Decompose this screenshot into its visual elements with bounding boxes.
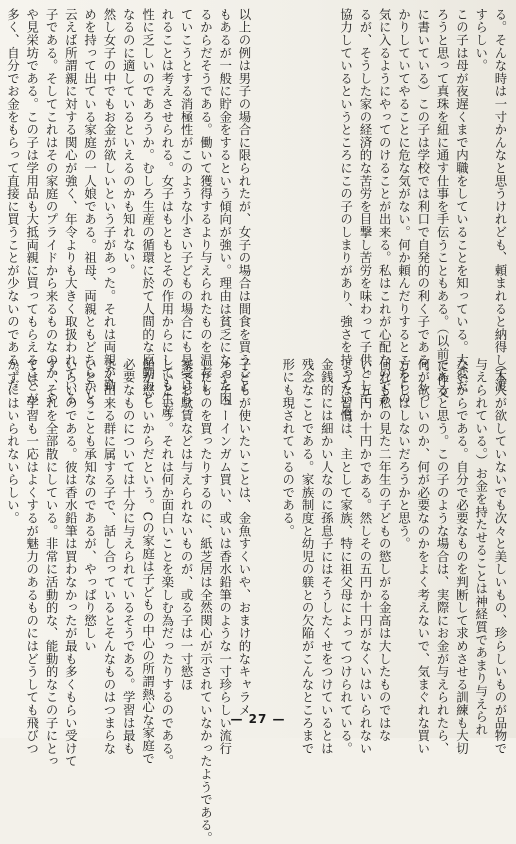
text-line: ような習慣は、主として家族、特に祖父母によってつけられている。: [338, 358, 354, 755]
text-line: 子どもが使いたいことは、金魚すくいや、おまけ的なキャラメ: [237, 358, 252, 717]
text-line: 子である。そしてこれはその家庭のプライドから来るものなのか、や: [44, 8, 60, 405]
text-line: めを持って出ている家庭の一人娘である。祖母、両親ともどちらかと: [82, 8, 98, 405]
text-line: ろうと思って真珠を紐に通す仕事を手伝うこともある。（以前に作文: [435, 8, 451, 399]
text-line: れることは考えさせられる。女子はもともとその作用からにしても生産: [159, 8, 175, 418]
text-line: る。そんな時は一寸かんなと思うけれども、頼まれると納得して渡: [493, 8, 508, 392]
text-line: したものを買ったりするのに、紙芝居は全然関心が示されていなかったようである。: [198, 358, 214, 844]
text-line: 飴が慾しいからだという。Cの家庭は子どもの中心の所謂熱心な家庭で: [140, 358, 156, 765]
text-column-upper-right: [262, 8, 510, 431]
text-line: 金銭的には細かい人なのに孫息子にはそうしたくせをつけているとは: [319, 358, 335, 755]
text-line: 性に乏しいのであろうか。むしろ生産の循環に於て人間的な原動力と: [140, 8, 156, 405]
text-line: いということも承知なのであるが、やっぱり慾しい: [82, 358, 98, 653]
text-line: ルやチューインガム買い、或いは香水鉛筆のような一寸珍らしい流行: [217, 358, 233, 755]
text-line: 協力しているというところにこの子のしまりがあり、強さを持っている。: [338, 8, 354, 431]
text-line: す。それを全部散にしている。非常に活動的な、能動的なこの子にとっ: [44, 358, 60, 768]
text-line: かりしていてやることに危な気がない。何か頼んだりするとこちらの: [396, 8, 412, 405]
text-line: 与えられている。）お金を持たせることは神経質であまり与えられ: [473, 358, 489, 736]
text-line: ていこうとする消極性がこのような小さい子どもの場合にも見受けら: [179, 8, 195, 405]
text-line: 何れも私の見た二年生の子どもの慾しがる金高は大したものではな: [377, 358, 393, 742]
text-line: 云えば所謂親に対する関心が強く、年令よりも大きく取扱われている: [63, 8, 79, 405]
text-line: 家でお駄賃などは与えられないものが、或る子は一寸慾ほ: [179, 358, 195, 691]
text-line: いらいのである。彼は香水鉛筆は買わなかったが最も多くもらい受けて: [63, 358, 79, 768]
text-line: 必要なものについては十分に与えられているそうである。学習は最も: [121, 358, 137, 755]
text-line: 気に入るようにやってのけることが出来る。私はこれが心配なのであ: [377, 8, 393, 405]
text-line: （本人が欲していないでも次々と美しいもの、珍らしいものが品物で: [493, 358, 508, 755]
text-line: ては、学習も一応はよくするが魅力のあるものにはどうしても飛びつ: [24, 358, 40, 755]
text-line: 多く、自分でお金をもらって直接に買うことが少ないのである。だ: [5, 8, 21, 392]
text-line: るからだそうである。働いて獲得するより与えられたものを温存し: [198, 8, 214, 392]
text-line: 何が欲しいのか、何が必要なのかをよく考えないで、気まぐれな買い: [415, 358, 431, 755]
text-line: 方をしはしないだろうかと思う。: [396, 358, 412, 550]
text-line: であると思う。この子のような場合は、実際にお金が与えられたら、: [435, 358, 451, 755]
text-line: この子は母が夜遅くまで内職をしていることを知っている。大変だ: [454, 8, 470, 392]
text-line: 残念なことである。家族制度と幼児の躾との欠陥がこんなところまで: [300, 358, 316, 755]
text-line: に書いている）この子は学校では利口で自発的の利く子である。しっ: [415, 8, 431, 405]
text-column-lower-right: [262, 358, 510, 755]
page-number: — 27 —: [230, 712, 286, 726]
text-line: ないからである。自分で必要なものを判断して求めさせる訓練も大切: [454, 358, 470, 755]
text-line: もあるが一般に貯金をするという傾向が強い。理由は貧乏になった困: [217, 8, 233, 405]
text-line: かずにはいられないらしい。: [5, 358, 21, 525]
text-line: なるのに適しているといえるのかも知れない。: [121, 8, 137, 277]
text-line: るが、そうした家の経済的な苦労を目撃し苦労を味わって子供として: [357, 8, 373, 405]
text-line: や見栄坊である。この子は学用品も大抵両親に買ってもらえることが: [24, 8, 40, 405]
text-line: 以上の例は男子の場合に限られたが、女子の場合は間食を買うこと: [237, 8, 252, 392]
text-line: い。五円か十円かである。然しその五円か十円がなくいはいられない: [357, 358, 373, 755]
text-column-lower-left: [4, 358, 254, 844]
text-line: よく出来る群に属する子で、話し合っているとそんなものはつまらな: [101, 358, 117, 755]
text-column-upper-left: [4, 8, 254, 418]
text-line: 然し女子の中でもお金が欲しいという子があった。それは両親が勤: [101, 8, 117, 392]
text-line: 形にも現されているのである。: [280, 358, 296, 538]
text-line: しいという。それは何か面白いことを楽しむ為だったりするのである。: [159, 358, 175, 768]
text-line: すらしい。: [473, 8, 489, 72]
